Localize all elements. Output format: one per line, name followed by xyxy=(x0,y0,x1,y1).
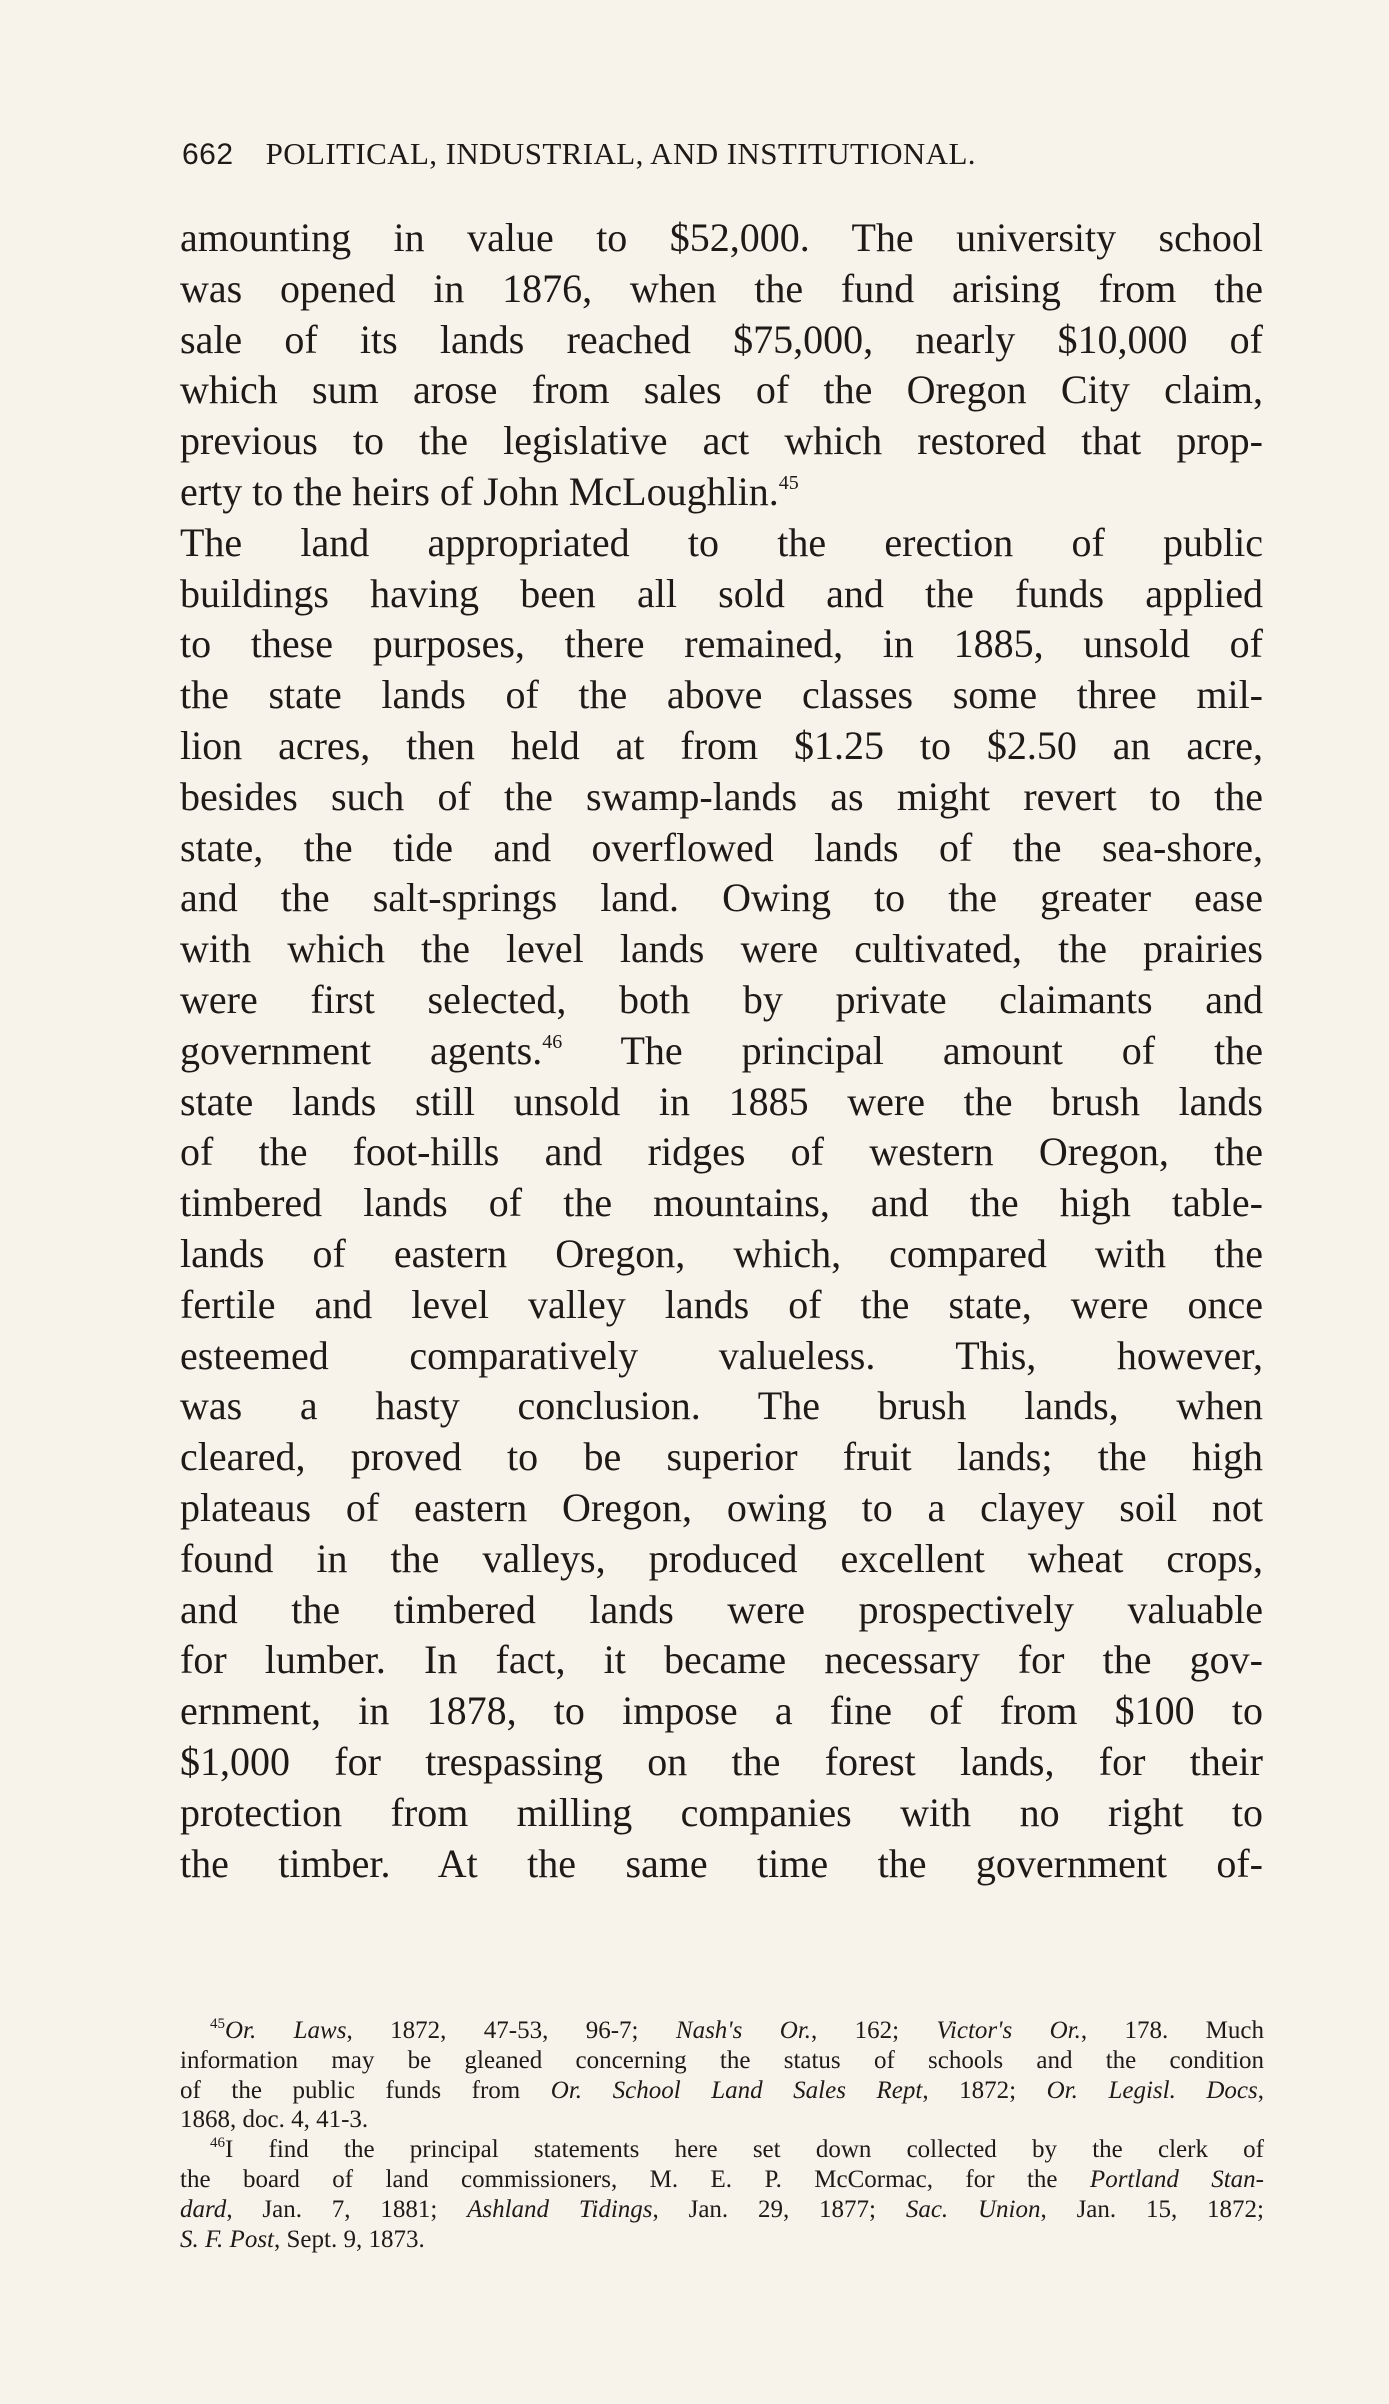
text-fragment: erty to the heirs of John McLoughlin. xyxy=(180,468,779,514)
citation-title: Ashland Tidings xyxy=(467,2195,653,2223)
citation-title: Sac. Union xyxy=(905,2195,1041,2223)
text-fragment: , Sept. 9, 1873. xyxy=(274,2225,425,2253)
footnote-45-line xyxy=(180,2076,1264,2106)
text-fragment: , Jan. 15, 1872; xyxy=(1040,2195,1264,2223)
text-line: sale of its lands reached $75,000, nearly $10,000 of xyxy=(180,316,1263,362)
text-fragment: government agents. xyxy=(180,1027,543,1073)
footnote-45-line xyxy=(180,2016,1264,2046)
text-fragment: The principal amount of the xyxy=(562,1027,1263,1073)
text-line: plateaus of eastern Oregon, owing to a clayey soil not xyxy=(180,1484,1263,1530)
text-line: cleared, proved to be superior fruit lands; the high xyxy=(180,1434,1263,1480)
citation-title: Victor's Or. xyxy=(936,2017,1081,2044)
footnote-46-line xyxy=(180,2135,1264,2165)
text-line: of the foot-hills and ridges of western Oregon, the xyxy=(180,1129,1263,1175)
citation-title: dard xyxy=(180,2195,227,2223)
citation-title: Or. School Land Sales Rept xyxy=(550,2076,923,2104)
text-line: buildings having been all sold and the funds applied xyxy=(180,570,1263,616)
text-line: with which the level lands were cultivated, the prairies xyxy=(180,926,1263,972)
footnote-45-line: 1868, doc. 4, 41-3. xyxy=(180,2106,369,2134)
paragraph-start: The land appropriated to the erection of public xyxy=(180,519,1263,565)
text-line: for lumber. In fact, it became necessary for the gov- xyxy=(180,1637,1263,1683)
citation-title: S. F. Post xyxy=(180,2225,274,2253)
text-fragment: I find the principal statements here set down collected by the clerk of xyxy=(225,2136,1264,2164)
text-line: was a hasty conclusion. The brush lands, when xyxy=(180,1383,1263,1429)
text-line: previous to the legislative act which restored that prop- xyxy=(180,418,1263,464)
text-line: the timber. At the same time the government of- xyxy=(180,1840,1263,1886)
text-line: ernment, in 1878, to impose a fine of from $100 to xyxy=(180,1688,1263,1734)
text-fragment: , 162; xyxy=(811,2017,937,2044)
text-line: lion acres, then held at from $1.25 to $2.50 an acre, xyxy=(180,722,1263,768)
footnote-ref-46: 46 xyxy=(542,1030,563,1053)
footnote-46-mark: 46 xyxy=(210,2135,225,2152)
text-line xyxy=(180,1026,1263,1077)
text-fragment: , Jan. 7, 1881; xyxy=(226,2195,468,2223)
text-line: fertile and level valley lands of the state, were once xyxy=(180,1281,1263,1327)
text-line: the state lands of the above classes some three mil- xyxy=(180,672,1263,718)
footnote-45-line: information may be gleaned concerning the status of schools and the condition xyxy=(180,2046,1264,2074)
text-line: to these purposes, there remained, in 1885, unsold of xyxy=(180,621,1263,667)
footnote-46-line xyxy=(180,2195,1264,2225)
footnote-ref-45: 45 xyxy=(778,471,799,494)
citation-title: Or. Laws xyxy=(225,2017,347,2044)
text-fragment: the board of land commissioners, M. E. P. McCormac, for the xyxy=(180,2165,1090,2193)
text-line: timbered lands of the mountains, and the high table- xyxy=(180,1180,1263,1226)
text-line: $1,000 for trespassing on the forest lands, for their xyxy=(180,1738,1263,1784)
page-header xyxy=(182,136,1262,176)
text-line: were first selected, both by private claimants and xyxy=(180,976,1263,1022)
page-number: 662 xyxy=(182,138,234,171)
text-line xyxy=(180,467,1263,518)
footnotes xyxy=(180,2016,1264,2254)
text-line: was opened in 1876, when the fund arising from the xyxy=(180,265,1263,311)
footnote-46-line xyxy=(180,2225,1264,2255)
text-fragment: , 178. Much xyxy=(1080,2017,1264,2044)
text-line: lands of eastern Oregon, which, compared with the xyxy=(180,1230,1263,1276)
text-line: protection from milling companies with no right to xyxy=(180,1789,1263,1835)
text-line: which sum arose from sales of the Oregon City claim, xyxy=(180,367,1263,413)
text-line: found in the valleys, produced excellent wheat crops, xyxy=(180,1535,1263,1581)
text-fragment: , Jan. 29, 1877; xyxy=(652,2195,906,2223)
text-line: state, the tide and overflowed lands of the sea-shore, xyxy=(180,824,1263,870)
footnote-46-line xyxy=(180,2165,1264,2195)
text-fragment: , xyxy=(1257,2076,1264,2104)
text-line: state lands still unsold in 1885 were the brush lands xyxy=(180,1078,1263,1124)
text-line: and the timbered lands were prospectively valuable xyxy=(180,1586,1263,1632)
running-head: POLITICAL, INDUSTRIAL, AND INSTITUTIONAL. xyxy=(265,136,976,171)
body-text xyxy=(180,213,1263,1889)
text-line: besides such of the swamp-lands as might revert to the xyxy=(180,773,1263,819)
footnote-45-mark: 45 xyxy=(210,2016,225,2032)
text-fragment: , 1872; xyxy=(922,2076,1047,2104)
text-line: amounting in value to $52,000. The university school xyxy=(180,215,1263,260)
text-line: and the salt-springs land. Owing to the greater ease xyxy=(180,875,1263,921)
text-fragment: , 1872, 47-53, 96-7; xyxy=(346,2017,676,2044)
text-fragment: of the public funds from xyxy=(180,2076,551,2104)
text-line: esteemed comparatively valueless. This, however, xyxy=(180,1332,1263,1378)
citation-title: Or. Legisl. Docs xyxy=(1046,2076,1258,2104)
citation-title: Portland Stan- xyxy=(1089,2165,1264,2193)
citation-title: Nash's Or. xyxy=(675,2017,812,2044)
